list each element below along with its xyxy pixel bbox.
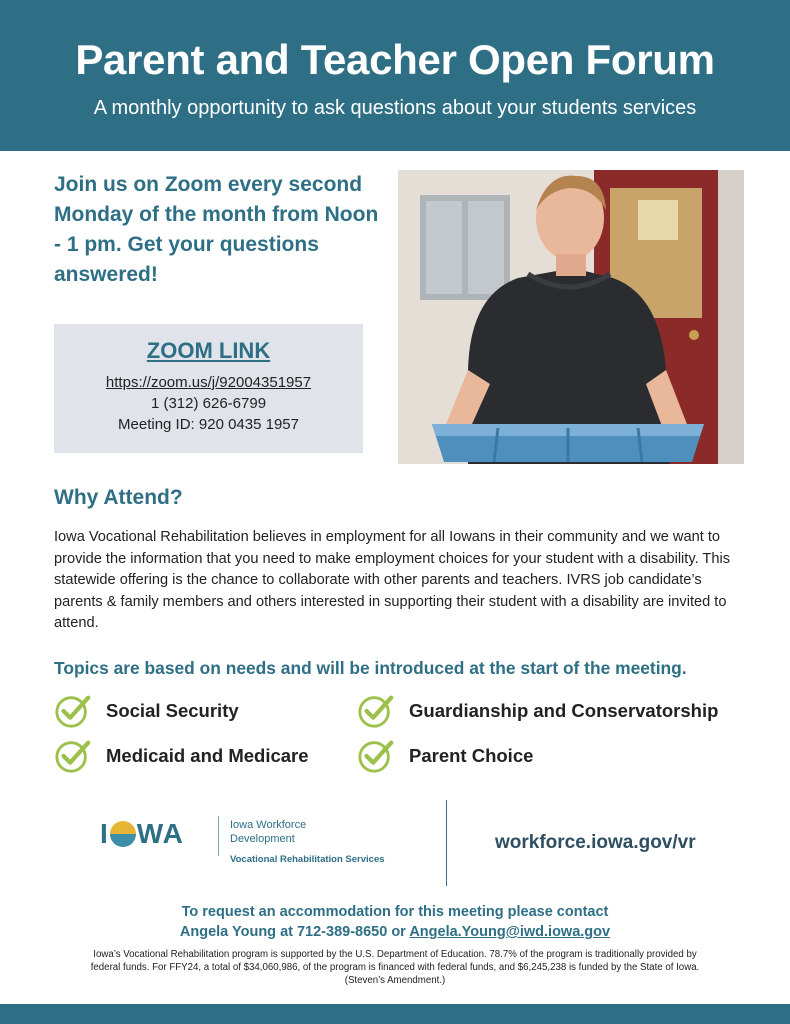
student-photo — [398, 170, 744, 464]
logo-division: Vocational Rehabilitation Services — [230, 854, 385, 865]
logo-letters-wa: WA — [136, 818, 184, 849]
topic-item — [54, 737, 309, 775]
check-circle-icon — [357, 692, 395, 730]
topic-item — [357, 737, 533, 775]
website-link[interactable]: workforce.iowa.gov/vr — [495, 832, 696, 853]
accommodation-line1: To request an accommodation for this meeting please contact — [181, 904, 609, 920]
topic-label: Guardianship and Conservatorship — [409, 700, 719, 721]
accommodation-contact-name: Angela Young at 712-389-8650 or — [179, 924, 410, 940]
accommodation-line2 — [0, 922, 790, 942]
check-circle-icon — [357, 737, 395, 775]
page-subtitle: A monthly opportunity to ask questions about your students services — [93, 97, 697, 119]
topic-label: Medicaid and Medicare — [106, 745, 309, 766]
topic-label: Parent Choice — [409, 745, 534, 766]
funding-disclaimer: Iowa’s Vocational Rehabilitation program is supported by the U.S. Department of Education. 78.7% of the program is traditionally provided by federal funds. For FFY24, a total of $34,060,986, of the program is financed with federal funds, and $6,245,238 is funded by the State of Iowa. (Steven’s Amendment.) — [90, 949, 700, 986]
zoom-phone: 1 (312) 626-6799 — [150, 395, 267, 412]
topic-item — [54, 692, 239, 730]
zoom-url-link[interactable]: https://zoom.us/j/92004351957 — [105, 374, 312, 391]
logo-divider — [218, 816, 219, 856]
zoom-invitation-text: Join us on Zoom every second Monday of the month from Noon - 1 pm. Get your questions answered! — [54, 173, 379, 286]
page-title: Parent and Teacher Open Forum — [75, 36, 715, 83]
check-circle-icon — [54, 692, 92, 730]
why-attend-paragraph: Iowa Vocational Rehabilitation believes in employment for all Iowans in their community and we want to provide the information that you need to make employment choices for your student with a disability. This statewide offering is the chance to collaborate with other parents and teachers. IVRS job candidate’s parents & family members and others interested in supporting their student with a disability are invited to attend. — [54, 529, 730, 632]
topic-item — [357, 692, 718, 730]
iowa-workforce-logo — [100, 812, 420, 872]
iowa-wordmark — [100, 818, 184, 850]
zoom-meeting-id: Meeting ID: 920 0435 1957 — [118, 416, 299, 433]
check-circle-icon — [54, 737, 92, 775]
footer-bar — [0, 1004, 790, 1024]
topics-heading: Topics are based on needs and will be introduced at the start of the meeting. — [54, 658, 687, 678]
header-banner — [0, 0, 790, 151]
logo-sun-icon — [110, 821, 136, 847]
topic-label: Social Security — [106, 700, 239, 721]
why-attend-heading: Why Attend? — [54, 486, 183, 509]
accommodation-contact — [0, 902, 790, 942]
logo-letter-i: I — [100, 818, 109, 849]
contact-email-link[interactable]: Angela.Young@iwd.iowa.gov — [409, 924, 611, 940]
logo-org-line: Iowa Workforce Development — [230, 819, 307, 845]
zoom-link-heading[interactable]: ZOOM LINK — [146, 338, 271, 363]
vertical-divider — [446, 800, 447, 886]
zoom-info-box — [54, 324, 363, 453]
